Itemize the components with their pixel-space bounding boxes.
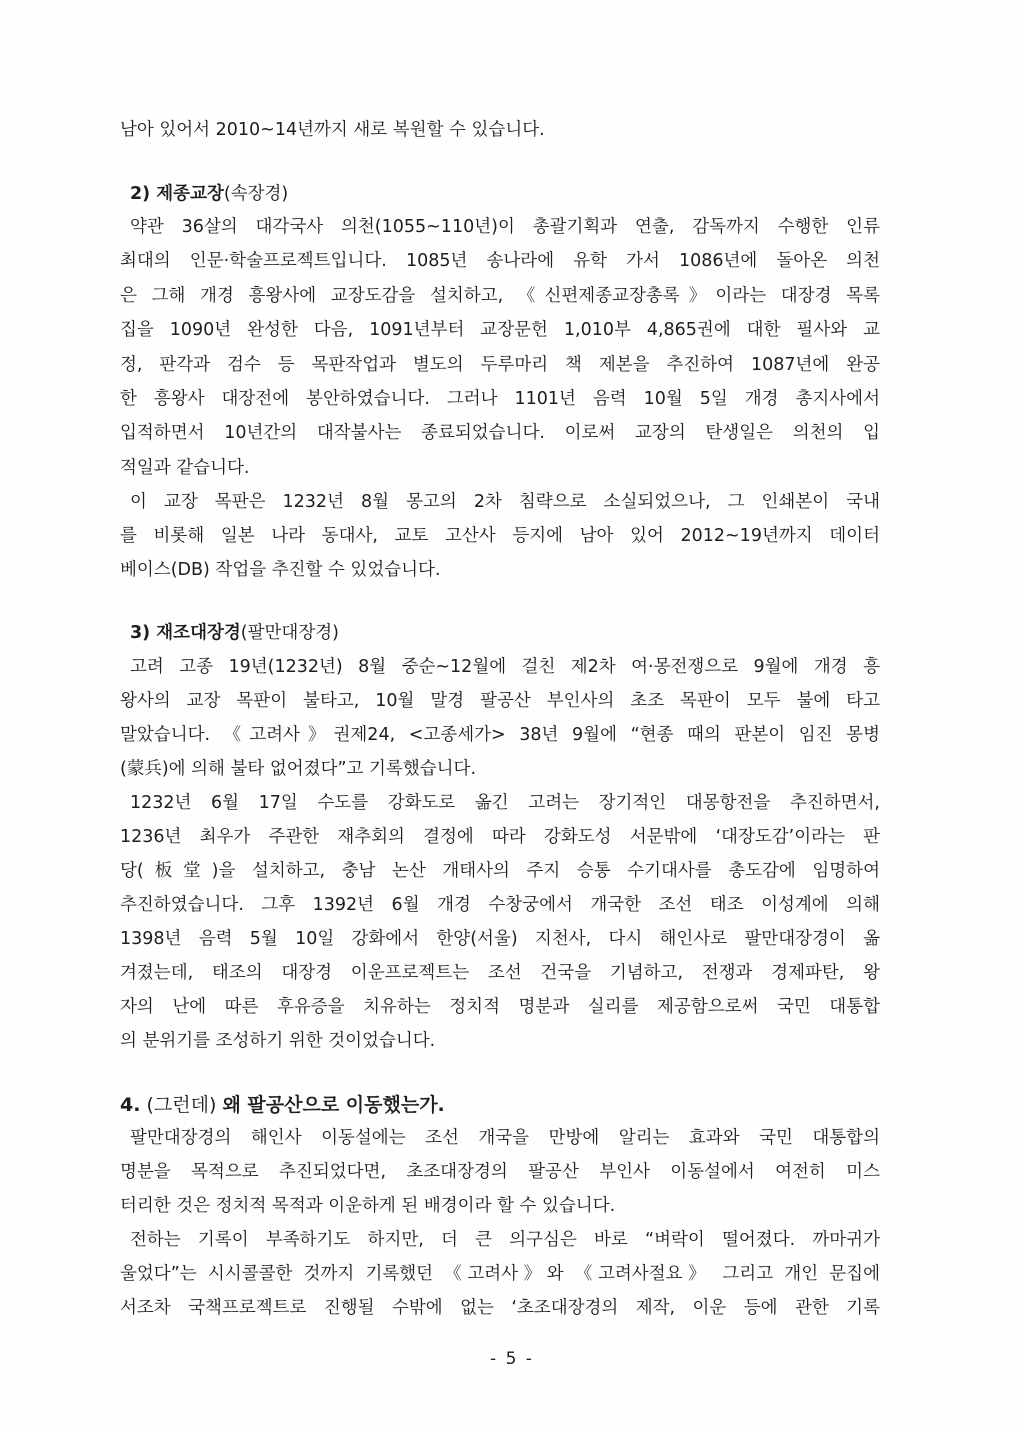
section-3-heading (130, 621, 339, 645)
paragraph-line: 의 분위기를 조성하기 위한 것이었습니다. (120, 1031, 436, 1051)
section-4-heading-paren: (그런데) (146, 1094, 217, 1116)
section-4-heading-number: 4. (120, 1094, 141, 1116)
paragraph-line: (蒙兵)에 의해 불타 없어졌다”고 기록했습니다. (120, 759, 477, 779)
paragraph-line: 고려 고종 19년(1232년) 8월 중순~12월에 걸친 제2차 여·몽전쟁으로 9월에 개경 흥 (130, 657, 880, 677)
paragraph-line: 정, 판각과 검수 등 목판작업과 별도의 두루마리 책 제본을 추진하여 1087년에 완공 (120, 355, 880, 375)
paragraph-line: 터리한 것은 정치적 목적과 이운하게 된 배경이라 할 수 있습니다. (120, 1196, 616, 1216)
paragraph-line: 당(板堂)을 설치하고, 충남 논산 개태사의 주지 승통 수기대사를 총도감에 임명하여 (120, 861, 880, 881)
paragraph-line: 추진하였습니다. 그후 1392년 6월 개경 수창궁에서 개국한 조선 태조 이성계에 의해 (120, 895, 880, 915)
paragraph-line: 울었다”는 시시콜콜한 것까지 기록했던 《고려사》와 《고려사절요》 그리고 개인 문집에 (120, 1264, 880, 1284)
paragraph-line: 적일과 같습니다. (120, 458, 250, 478)
section-4-heading-title: 왜 팔공산으로 이동했는가. (222, 1094, 445, 1116)
paragraph-line: 서조차 국책프로젝트로 진행될 수밖에 없는 ‘초조대장경의 제작, 이운 등에 관한 기록 (120, 1298, 880, 1318)
paragraph-line: 약관 36살의 대각국사 의천(1055~110년)이 총괄기획과 연출, 감독까지 수행한 인류 (130, 217, 880, 237)
intro-line: 남아 있어서 2010~14년까지 새로 복원할 수 있습니다. (120, 120, 545, 140)
section-2-heading (130, 182, 288, 206)
paragraph-line: 집을 1090년 완성한 다음, 1091년부터 교장문헌 1,010부 4,865권에 대한 필사와 교 (120, 320, 880, 340)
paragraph-line: 말았습니다. 《고려사》권제24, <고종세가> 38년 9월에 “현종 때의 판본이 임진 몽병 (120, 725, 880, 745)
paragraph-line: 입적하면서 10년간의 대작불사는 종료되었습니다. 이로써 교장의 탄생일은 의천의 입 (120, 423, 880, 443)
section-2-heading-paren: (속장경) (223, 184, 289, 204)
paragraph-line: 베이스(DB) 작업을 추진할 수 있었습니다. (120, 560, 441, 580)
paragraph-line: 최대의 인문·학술프로젝트입니다. 1085년 송나라에 유학 가서 1086년에 돌아온 의천 (120, 251, 880, 271)
paragraph-line: 1398년 음력 5월 10일 강화에서 한양(서울) 지천사, 다시 해인사로 팔만대장경이 옮 (120, 929, 880, 949)
section-4-heading (120, 1092, 445, 1118)
paragraph-line: 명분을 목적으로 추진되었다면, 초조대장경의 팔공산 부인사 이동설에서 여전히 미스 (120, 1162, 880, 1182)
paragraph-line: 1236년 최우가 주관한 재추회의 결정에 따라 강화도성 서문밖에 ‘대장도감’이라는 판 (120, 827, 880, 847)
section-2-heading-title: 2) 제종교장 (130, 184, 224, 204)
paragraph-line: 겨졌는데, 태조의 대장경 이운프로젝트는 조선 건국을 기념하고, 전쟁과 경제파탄, 왕 (120, 963, 880, 983)
paragraph-line: 은 그해 개경 흥왕사에 교장도감을 설치하고, 《신편제종교장총록》이라는 대장경 목록 (120, 286, 880, 306)
paragraph-line: 한 흥왕사 대장전에 봉안하였습니다. 그러나 1101년 음력 10월 5일 개경 총지사에서 (120, 389, 880, 409)
paragraph-line: 이 교장 목판은 1232년 8월 몽고의 2차 침략으로 소실되었으나, 그 인쇄본이 국내 (130, 492, 880, 512)
paragraph-line: 팔만대장경의 해인사 이동설에는 조선 개국을 만방에 알리는 효과와 국민 대통합의 (130, 1128, 880, 1148)
section-3-heading-title: 3) 재조대장경 (130, 623, 241, 643)
paragraph-line: 전하는 기록이 부족하기도 하지만, 더 큰 의구심은 바로 “벼락이 떨어졌다. 까마귀가 (130, 1230, 880, 1250)
page-number: - 5 - (490, 1349, 534, 1369)
paragraph-line: 1232년 6월 17일 수도를 강화도로 옮긴 고려는 장기적인 대몽항전을 추진하면서, (130, 793, 880, 813)
paragraph-line: 왕사의 교장 목판이 불타고, 10월 말경 팔공산 부인사의 초조 목판이 모두 불에 타고 (120, 691, 880, 711)
paragraph-line: 를 비롯해 일본 나라 동대사, 교토 고산사 등지에 남아 있어 2012~19년까지 데이터 (120, 526, 880, 546)
section-3-heading-paren: (팔만대장경) (240, 623, 339, 643)
paragraph-line: 자의 난에 따른 후유증을 치유하는 정치적 명분과 실리를 제공함으로써 국민 대통합 (120, 997, 880, 1017)
